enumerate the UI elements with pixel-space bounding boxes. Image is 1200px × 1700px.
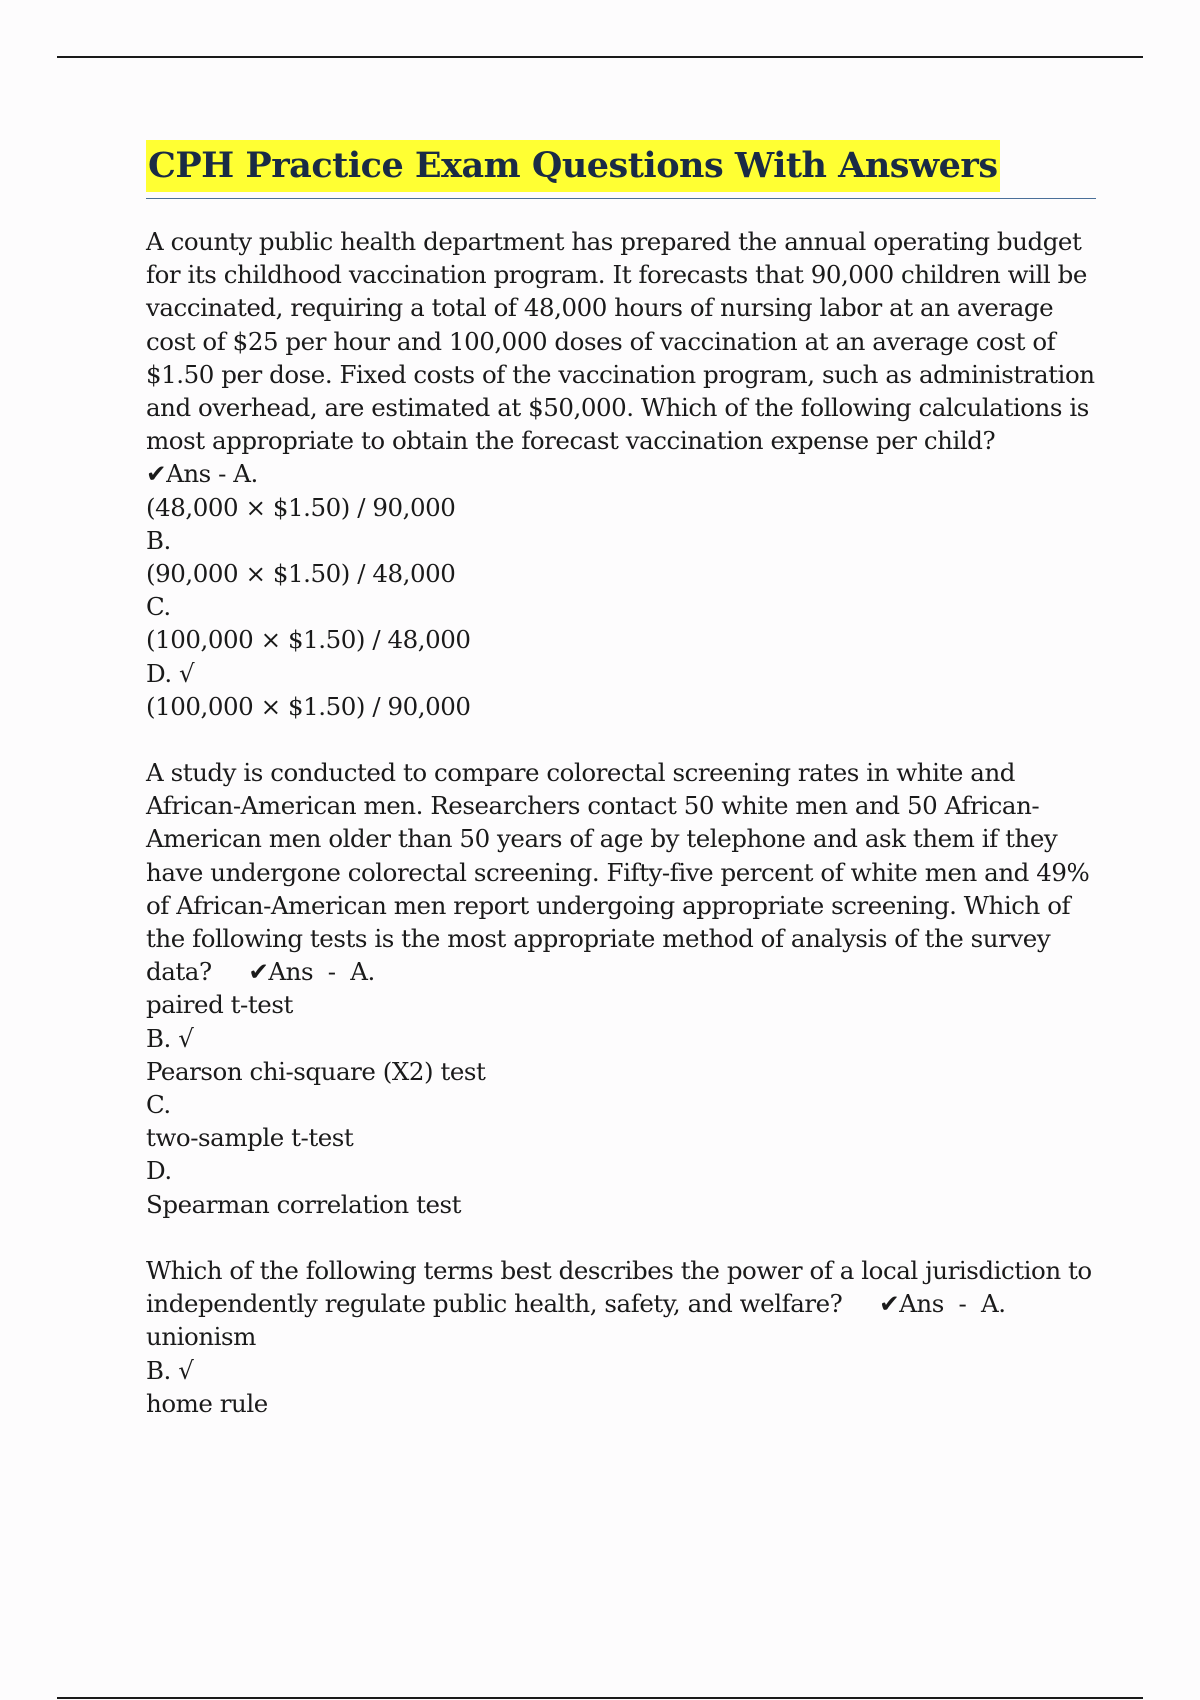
page-title: CPH Practice Exam Questions With Answers — [146, 140, 1000, 192]
question-stem — [146, 225, 1096, 457]
question-text: Which of the following terms best describes the power of a local jurisdiction to independently regulate public health, safety, and welfare? — [146, 1255, 1092, 1319]
document-body — [146, 140, 1096, 1420]
top-rule — [57, 56, 1143, 58]
option-line: D. √ — [146, 658, 195, 688]
answer-marker: ✔Ans - A. — [842, 1289, 1006, 1319]
question-stem — [146, 1254, 1096, 1320]
question-text: A study is conducted to compare colorectal screening rates in white and African-American men. Researchers contact 50 white men and 50 African-American men older than 50 years of age by telephone and ask them if they have undergone colorectal screening. Fifty-five percent of white men and 49% of African-American men report undergoing appropriate screening. Which of the following tests is the most appropriate method of analysis of the survey data? — [146, 758, 1090, 987]
option-line: two-sample t-test — [146, 1123, 354, 1153]
question-stem — [146, 756, 1096, 988]
option-line: unionism — [146, 1322, 256, 1352]
option-line: B. √ — [146, 1023, 194, 1053]
title-block — [146, 140, 1096, 199]
answer-marker: ✔Ans - A. — [146, 459, 258, 489]
option-line: C. — [146, 1090, 171, 1120]
question-1 — [146, 225, 1096, 723]
option-line: B. — [146, 525, 171, 555]
option-line: (100,000 × $1.50) / 48,000 — [146, 625, 471, 655]
question-text: A county public health department has prepared the annual operating budget for its childhood vaccination program. It forecasts that 90,000 children will be vaccinated, requiring a total of 48,000 hours of nursing labor at an average cost of $25 per hour and 100,000 doses of vaccination at an average cost of $1.50 per dose. Fixed costs of the vaccination program, such as administration and overhead, are estimated at $50,000. Which of the following calculations is most appropriate to obtain the forecast vaccination expense per child? — [146, 227, 1095, 456]
option-line: paired t-test — [146, 990, 293, 1020]
question-3 — [146, 1254, 1096, 1420]
question-2 — [146, 756, 1096, 1221]
bottom-rule — [57, 1697, 1143, 1699]
option-line: (90,000 × $1.50) / 48,000 — [146, 559, 456, 589]
option-line: Pearson chi-square (X2) test — [146, 1056, 486, 1086]
option-line: Spearman correlation test — [146, 1189, 462, 1219]
option-line: (48,000 × $1.50) / 90,000 — [146, 492, 456, 522]
answer-marker: ✔Ans - A. — [211, 957, 375, 987]
option-line: C. — [146, 592, 171, 622]
option-line: home rule — [146, 1388, 268, 1418]
option-line: B. √ — [146, 1355, 194, 1385]
option-line: D. — [146, 1156, 172, 1186]
option-line: (100,000 × $1.50) / 90,000 — [146, 691, 471, 721]
